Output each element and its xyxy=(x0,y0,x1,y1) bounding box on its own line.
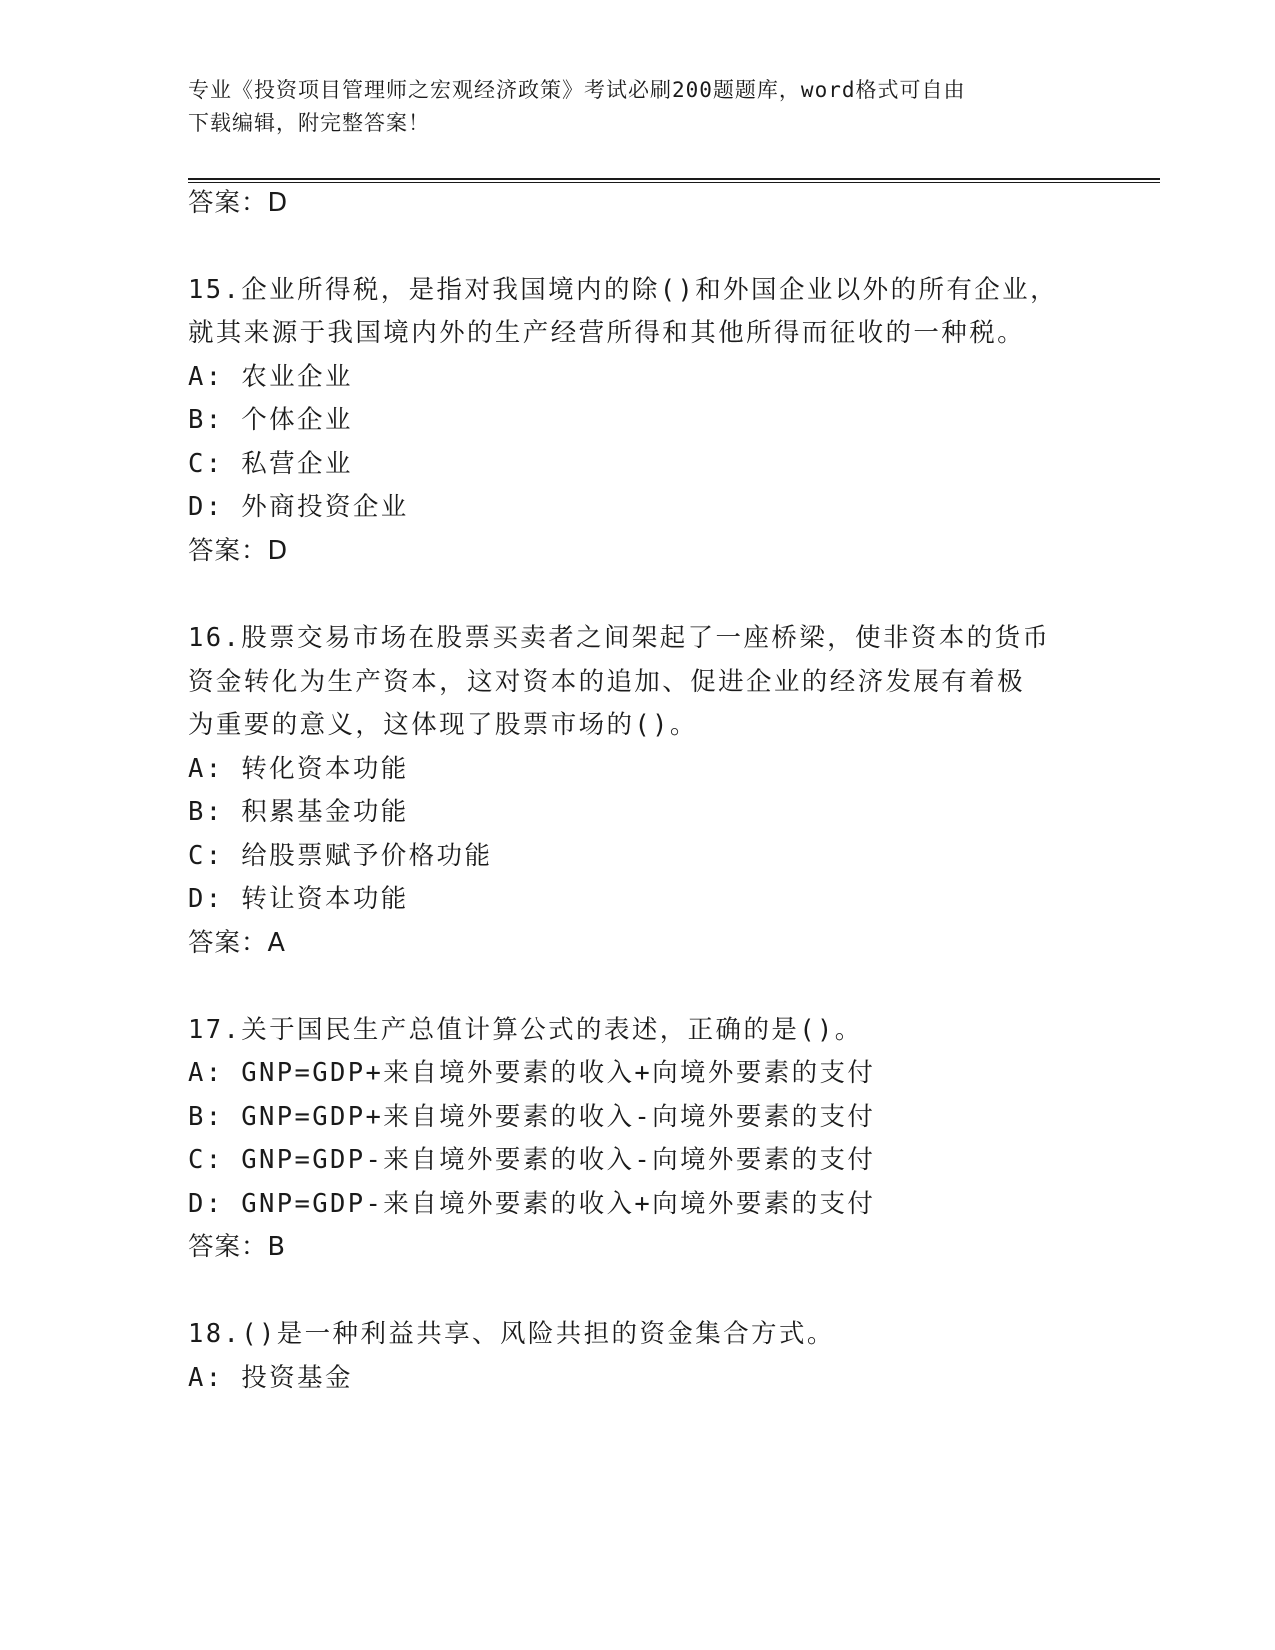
question-16-stem-line-1: 16.股票交易市场在股票买卖者之间架起了一座桥梁，使非资本的货币 xyxy=(188,623,1051,653)
question-15-option-a: A: 农业企业 xyxy=(188,362,353,392)
question-16-option-d: D: 转让资本功能 xyxy=(188,884,409,914)
question-15-answer: 答案：D xyxy=(188,536,289,566)
question-17-stem-line-1: 17.关于国民生产总值计算公式的表述，正确的是()。 xyxy=(188,1015,863,1045)
previous-answer: 答案：D xyxy=(188,188,289,218)
header-line-1: 专业《投资项目管理师之宏观经济政策》考试必刷200题题库，word格式可自由 xyxy=(188,78,966,102)
question-17-option-a: A: GNP=GDP+来自境外要素的收入+向境外要素的支付 xyxy=(188,1058,876,1088)
question-17-option-c: C: GNP=GDP-来自境外要素的收入-向境外要素的支付 xyxy=(188,1145,876,1175)
question-16-option-c: C: 给股票赋予价格功能 xyxy=(188,841,493,871)
page-header xyxy=(188,74,1088,140)
question-18-option-a: A: 投资基金 xyxy=(188,1363,353,1393)
question-16-option-b: B: 积累基金功能 xyxy=(188,797,409,827)
question-15-option-c: C: 私营企业 xyxy=(188,449,353,479)
question-15-option-b: B: 个体企业 xyxy=(188,405,353,435)
question-16-stem-line-3: 为重要的意义，这体现了股票市场的()。 xyxy=(188,710,698,740)
question-17-option-d: D: GNP=GDP-来自境外要素的收入+向境外要素的支付 xyxy=(188,1189,876,1219)
header-line-2: 下载编辑，附完整答案！ xyxy=(188,111,430,135)
question-18-stem-line-1: 18.()是一种利益共享、风险共担的资金集合方式。 xyxy=(188,1319,835,1349)
question-17-answer: 答案：B xyxy=(188,1232,286,1262)
question-16-option-a: A: 转化资本功能 xyxy=(188,754,409,784)
question-16-stem-line-2: 资金转化为生产资本，这对资本的追加、促进企业的经济发展有着极 xyxy=(188,667,1026,697)
question-16-answer: 答案：A xyxy=(188,928,286,958)
question-15-stem-line-1: 15.企业所得税，是指对我国境内的除()和外国企业以外的所有企业， xyxy=(188,275,1058,305)
question-15-option-d: D: 外商投资企业 xyxy=(188,492,409,522)
question-15-stem-line-2: 就其来源于我国境内外的生产经营所得和其他所得而征收的一种税。 xyxy=(188,318,1026,348)
question-17-option-b: B: GNP=GDP+来自境外要素的收入-向境外要素的支付 xyxy=(188,1102,876,1132)
header-divider xyxy=(188,178,1160,183)
